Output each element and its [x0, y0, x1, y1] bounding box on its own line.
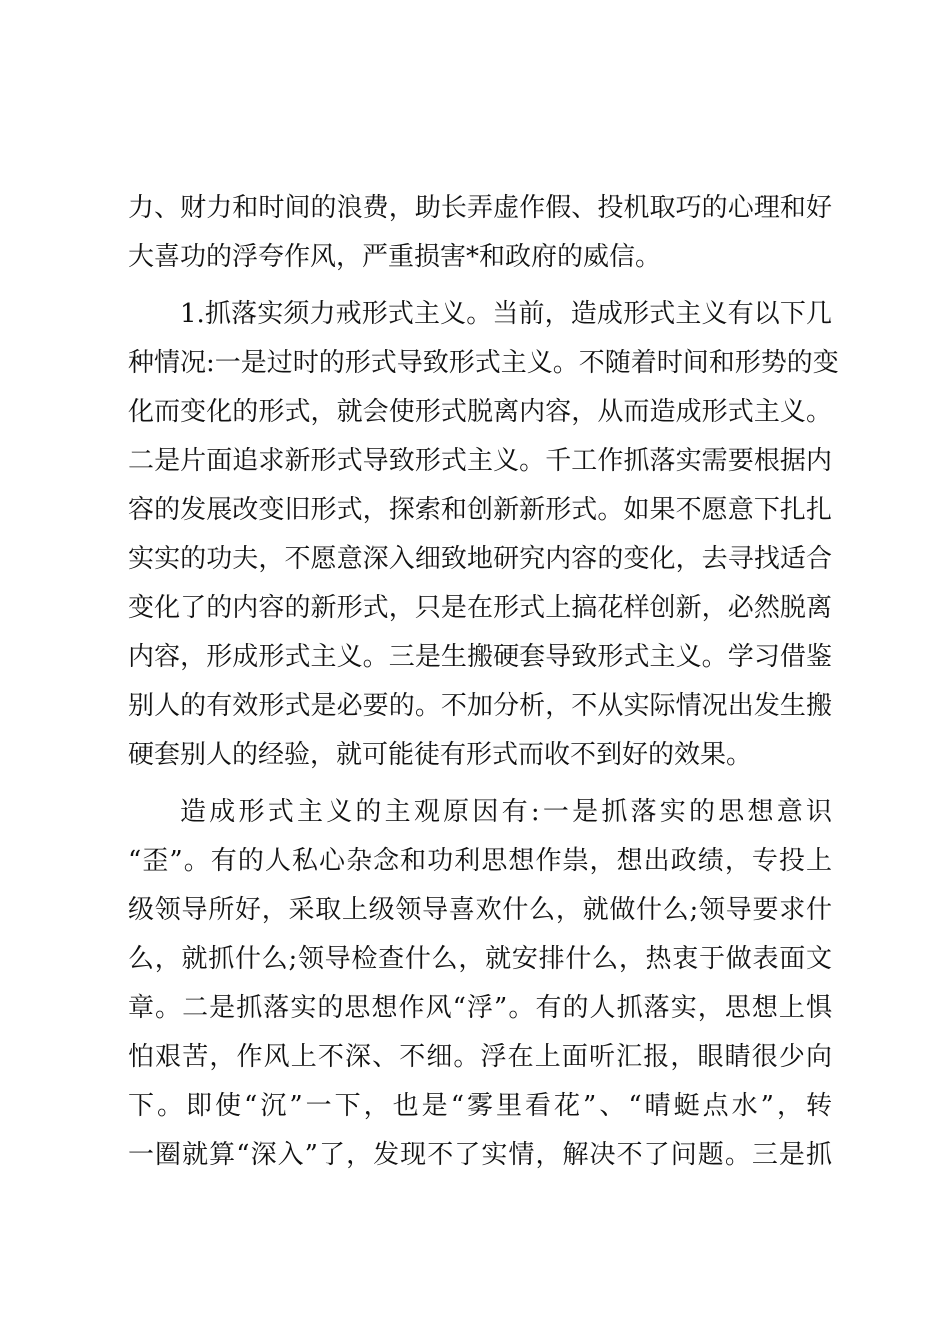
- text-line: 造成形式主义的主观原因有:一是抓落实的思想意识: [180, 797, 832, 827]
- text-line: 容的发展改变旧形式，探索和创新新形式。如果不愿意下扎扎: [128, 495, 832, 525]
- text-line: 别人的有效形式是必要的。不加分析，不从实际情况出发生搬: [128, 691, 832, 721]
- text-line: 么，就抓什么;领导检查什么，就安排什么，热衷于做表面文: [128, 944, 832, 974]
- text-line: 种情况:一是过时的形式导致形式主义。不随着时间和形势的变: [128, 348, 839, 378]
- text-line: 章。二是抓落实的思想作风“浮”。有的人抓落实，思想上惧: [128, 993, 832, 1023]
- text-line: 1.抓落实须力戒形式主义。当前，造成形式主义有以下几: [180, 299, 832, 329]
- text-line: 级领导所好，采取上级领导喜欢什么，就做什么;领导要求什: [128, 895, 832, 925]
- text-line: 二是片面追求新形式导致形式主义。千工作抓落实需要根据内: [128, 446, 832, 476]
- document-body: [128, 184, 839, 1180]
- text-line: 内容，形成形式主义。三是生搬硬套导致形式主义。学习借鉴: [128, 642, 832, 672]
- text-line: 化而变化的形式，就会使形式脱离内容，从而造成形式主义。: [128, 397, 832, 427]
- text-line: 力、财力和时间的浪费，助长弄虚作假、投机取巧的心理和好: [128, 193, 832, 223]
- text-line: 实实的功夫，不愿意深入细致地研究内容的变化，去寻找适合: [128, 544, 832, 574]
- text-line: 下。即使“沉”一下，也是“雾里看花”、“晴蜓点水”，转: [128, 1091, 832, 1121]
- text-line: “歪”。有的人私心杂念和功利思想作祟，想出政绩，专投上: [128, 846, 832, 876]
- text-line: 一圈就算“深入”了，发现不了实情，解决不了问题。三是抓: [128, 1140, 832, 1170]
- text-line: 大喜功的浮夸作风，严重损害*和政府的威信。: [128, 242, 662, 272]
- text-line: 变化了的内容的新形式，只是在形式上搞花样创新，必然脱离: [128, 593, 832, 623]
- text-line: 怕艰苦，作风上不深、不细。浮在上面听汇报，眼睛很少向: [128, 1042, 832, 1072]
- text-line: 硬套别人的经验，就可能徒有形式而收不到好的效果。: [128, 740, 753, 770]
